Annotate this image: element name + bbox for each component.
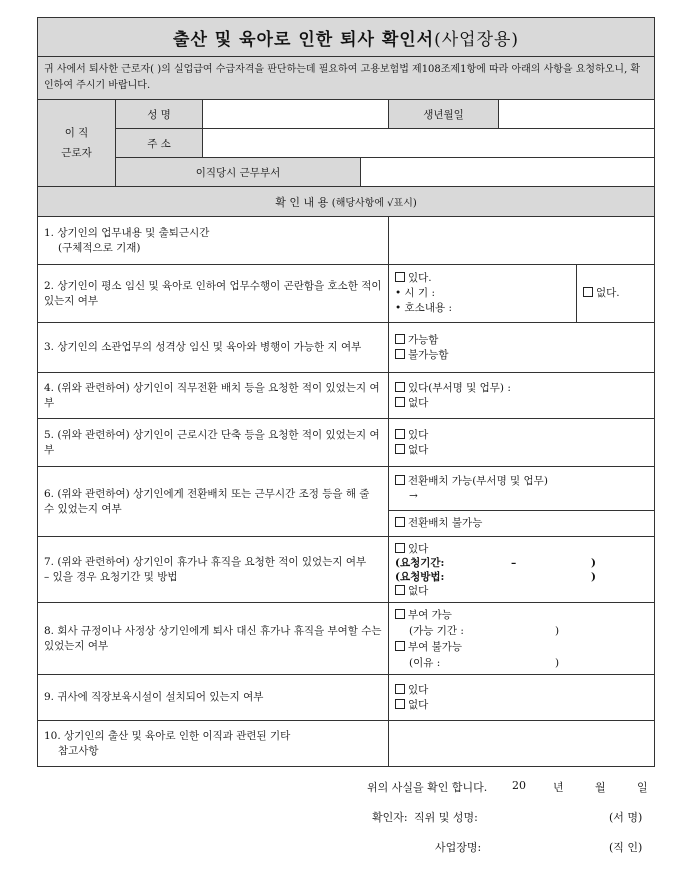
q1-answer[interactable] (389, 217, 655, 265)
q6-opt1-checkbox[interactable] (395, 475, 405, 485)
q7-opt1-checkbox[interactable] (395, 543, 405, 553)
intro-text: 귀 사에서 퇴사한 근로자( )의 실업급여 수급자격을 판단하는데 필요하여 고용보험법 제108조제1항에 따라 아래의 사항을 요청하오니, 확인하여 주시기 바랍니다. (38, 57, 655, 100)
dept-field[interactable] (361, 158, 655, 187)
q9-opt1-checkbox[interactable] (395, 684, 405, 694)
day-unit: 일 (637, 781, 648, 794)
q4-options: 있다(부서명 및 업무) : 없다 (389, 373, 655, 419)
q2-yes-checkbox[interactable] (395, 272, 405, 282)
name-label: 성 명 (116, 100, 203, 129)
q1-text: 1. 상기인의 업무내용 및 출퇴근시간 (구체적으로 기재) (38, 217, 389, 265)
month-unit: 월 (595, 781, 606, 794)
q5-opt2-checkbox[interactable] (395, 444, 405, 454)
q3-text: 3. 상기인의 소관업무의 성격상 임신 및 육아와 병행이 가능한 지 여부 (38, 323, 389, 373)
address-label: 주 소 (116, 129, 203, 158)
form-table (37, 17, 655, 767)
seal-mark[interactable]: (직 인) (609, 841, 643, 854)
q4-text: 4. (위와 관련하여) 상기인이 직무전환 배치 등을 요청한 적이 있었는지 여부 (38, 373, 389, 419)
business-name-label: 사업장명: (435, 841, 482, 854)
q7-opt2-checkbox[interactable] (395, 585, 405, 595)
q9-text: 9. 귀사에 직장보육시설이 설치되어 있는지 여부 (38, 675, 389, 721)
dept-label: 이직당시 근무부서 (116, 158, 361, 187)
q2-text: 2. 상기인이 평소 임신 및 육아로 인하여 업무수행이 곤란함을 호소한 적이 있는지 여부 (38, 265, 389, 323)
year-unit: 년 (553, 781, 564, 794)
q4-opt2-checkbox[interactable] (395, 397, 405, 407)
address-field[interactable] (203, 129, 655, 158)
q9-opt2-checkbox[interactable] (395, 699, 405, 709)
q6-text: 6. (위와 관련하여) 상기인에게 전환배치 또는 근무시간 조정 등을 해 줄 수 있었는지 여부 (38, 467, 389, 537)
confirm-statement: 위의 사실을 확인 합니다. (367, 781, 488, 794)
q4-opt1-checkbox[interactable] (395, 382, 405, 392)
q6-option2: 전환배치 불가능 (389, 511, 655, 537)
q2-options: 있다. • 시 기 : • 호소내용 : (389, 265, 577, 323)
q10-answer[interactable] (389, 721, 655, 767)
confirm-header: 확 인 내 용 (해당사항에 √표시) (38, 187, 655, 217)
q6-option1: 전환배치 가능(부서명 및 업무) → (389, 467, 655, 511)
q3-opt2-checkbox[interactable] (395, 349, 405, 359)
q7-options: 있다 (요청기간: – ) (요청방법: ) 없다 (389, 537, 655, 603)
q9-options: 있다 없다 (389, 675, 655, 721)
arrow-icon: → (409, 489, 418, 502)
q7-text: 7. (위와 관련하여) 상기인이 휴가나 휴직을 요청한 적이 있었는지 여부 – 있을 경우 요청기간 및 방법 (38, 537, 389, 603)
worker-group-label: 이 직 근로자 (38, 100, 116, 187)
q3-options: 가능함 불가능함 (389, 323, 655, 373)
q5-options: 있다 없다 (389, 419, 655, 467)
year-field[interactable]: 20 (512, 779, 526, 792)
form-title: 출산 및 육아로 인한 퇴사 확인서(사업장용) (38, 18, 655, 57)
form-sheet (37, 17, 654, 854)
q3-opt1-checkbox[interactable] (395, 334, 405, 344)
q5-text: 5. (위와 관련하여) 상기인이 근로시간 단축 등을 요청한 적이 있었는지 여부 (38, 419, 389, 467)
q10-text: 10. 상기인의 출산 및 육아로 인한 이직과 관련된 기타 참고사항 (38, 721, 389, 767)
q8-opt1-checkbox[interactable] (395, 609, 405, 619)
q8-opt2-checkbox[interactable] (395, 641, 405, 651)
sign-mark[interactable]: (서 명) (609, 811, 643, 824)
position-name-label: 직위 및 성명: (414, 811, 478, 824)
birth-field[interactable] (499, 100, 655, 129)
name-field[interactable] (203, 100, 389, 129)
q8-options: 부여 가능 (가능 기간 : ) 부여 불가능 (이유 : ) (389, 603, 655, 675)
q5-opt1-checkbox[interactable] (395, 429, 405, 439)
birth-label: 생년월일 (389, 100, 499, 129)
q8-text: 8. 회사 규정이나 사정상 상기인에게 퇴사 대신 휴가나 휴직을 부여할 수는 있었는지 여부 (38, 603, 389, 675)
q2-no-checkbox[interactable] (583, 287, 593, 297)
q6-opt2-checkbox[interactable] (395, 517, 405, 527)
q2-no-option: 없다. (577, 265, 655, 323)
confirmer-label: 확인자: (372, 811, 408, 824)
